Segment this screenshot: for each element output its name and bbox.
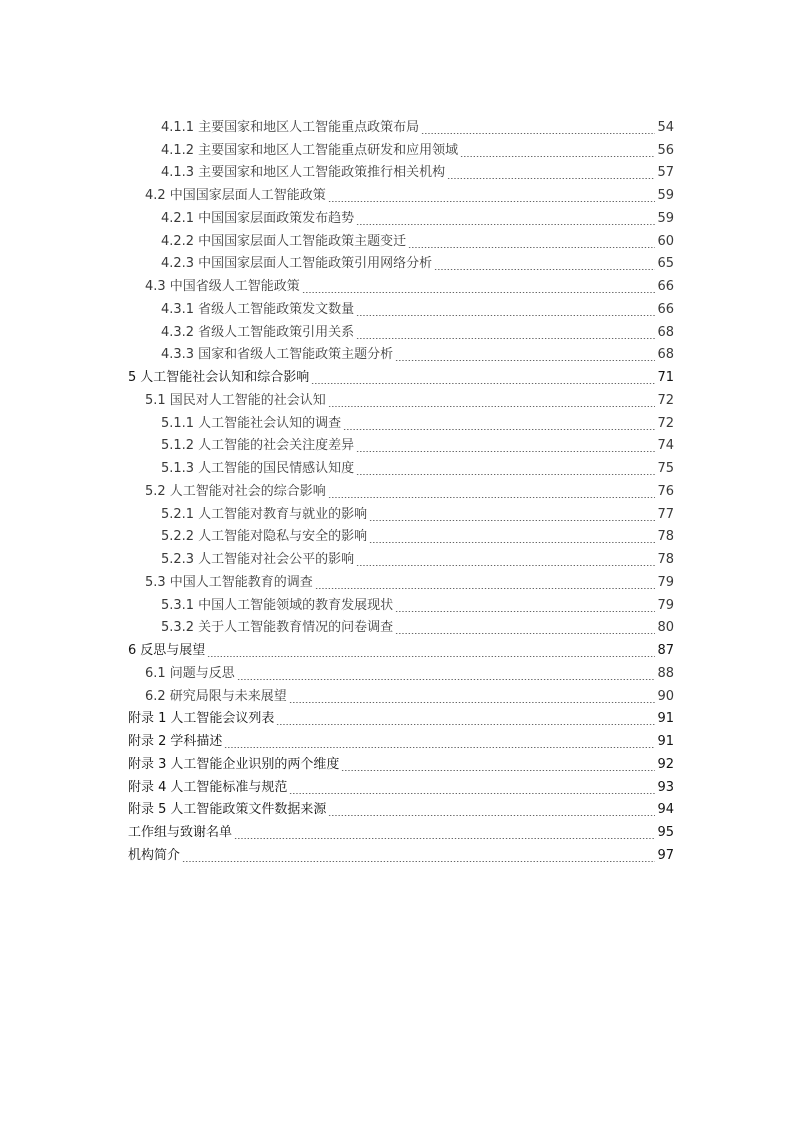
dot-leader	[356, 451, 655, 452]
dot-leader	[328, 406, 656, 407]
toc-entry-number: 附录 4	[128, 779, 167, 795]
toc-entry-title: 人工智能对隐私与安全的影响	[198, 529, 368, 545]
toc-entry-title: 中国国家层面人工智能政策主题变迁	[198, 233, 407, 249]
toc-entry[interactable]	[0, 548, 800, 571]
toc-entry-title: 人工智能标准与规范	[170, 779, 288, 795]
toc-entry[interactable]	[0, 139, 800, 162]
toc-entry-number: 5.2.1	[161, 506, 195, 522]
toc-entry-title: 人工智能会议列表	[170, 711, 275, 727]
toc-entry-page-number: 76	[657, 483, 674, 499]
toc-entry-number: 4.3	[145, 279, 166, 295]
toc-entry[interactable]	[0, 753, 800, 776]
toc-entry-title: 人工智能的社会关注度差异	[198, 438, 355, 454]
toc-entry-number: 4.3.2	[161, 324, 195, 340]
toc-entry-title: 人工智能的国民情感认知度	[198, 461, 355, 477]
toc-entry-number: 4.1.3	[161, 165, 195, 181]
toc-entry[interactable]	[0, 116, 800, 139]
toc-entry[interactable]	[0, 821, 800, 844]
toc-entry-page-number: 72	[657, 415, 674, 431]
toc-entry-page-number: 66	[657, 301, 674, 317]
toc-entry-page-number: 77	[657, 506, 674, 522]
dot-leader	[356, 474, 655, 475]
dot-leader	[460, 156, 655, 157]
toc-entry[interactable]	[0, 162, 800, 185]
toc-entry-number: 5.3.2	[161, 620, 195, 636]
dot-leader	[207, 656, 655, 657]
toc-entry[interactable]	[0, 366, 800, 389]
toc-entry-title: 研究局限与未来展望	[169, 688, 287, 704]
toc-entry-page-number: 91	[657, 734, 674, 750]
dot-leader	[234, 838, 655, 839]
toc-entry[interactable]	[0, 799, 800, 822]
toc-entry[interactable]	[0, 207, 800, 230]
toc-entry[interactable]	[0, 685, 800, 708]
toc-entry-number: 5.2.3	[161, 552, 195, 568]
dot-leader	[395, 633, 655, 634]
toc-entry[interactable]	[0, 253, 800, 276]
toc-entry-page-number: 95	[657, 825, 674, 841]
toc-entry-title: 国民对人工智能的社会认知	[169, 392, 326, 408]
dot-leader	[421, 133, 655, 134]
toc-entry-title: 人工智能社会认知和综合影响	[140, 370, 310, 386]
toc-entry-title: 中国人工智能领域的教育发展现状	[198, 597, 394, 613]
toc-entry[interactable]	[0, 526, 800, 549]
toc-entry-number: 附录 5	[128, 802, 167, 818]
toc-entry-page-number: 74	[657, 438, 674, 454]
toc-entry-title: 人工智能对教育与就业的影响	[198, 506, 368, 522]
dot-leader	[224, 747, 655, 748]
toc-entry-number: 5.1	[145, 392, 166, 408]
toc-entry-title: 中国省级人工智能政策	[169, 279, 300, 295]
toc-entry-page-number: 60	[657, 233, 674, 249]
toc-entry-title: 省级人工智能政策发文数量	[198, 301, 355, 317]
toc-entry-number: 4.1.1	[161, 119, 195, 135]
dot-leader	[289, 702, 656, 703]
toc-entry-page-number: 93	[657, 779, 674, 795]
toc-entry-title: 中国国家层面政策发布趋势	[198, 210, 355, 226]
dot-leader	[341, 770, 655, 771]
toc-entry-number: 4.2	[145, 188, 166, 204]
toc-entry-number: 附录 1	[128, 711, 167, 727]
toc-entry-page-number: 97	[657, 847, 674, 863]
dot-leader	[237, 679, 656, 680]
toc-entry-page-number: 68	[657, 324, 674, 340]
toc-entry[interactable]	[0, 435, 800, 458]
toc-entry-number: 5.3.1	[161, 597, 195, 613]
toc-entry-page-number: 56	[657, 142, 674, 158]
table-of-contents	[0, 116, 800, 867]
toc-entry-number: 6	[128, 643, 137, 659]
toc-entry-page-number: 78	[657, 552, 674, 568]
toc-entry-page-number: 78	[657, 529, 674, 545]
toc-entry-page-number: 71	[657, 370, 674, 386]
toc-entry-page-number: 91	[657, 711, 674, 727]
dot-leader	[356, 315, 655, 316]
toc-entry[interactable]	[0, 344, 800, 367]
toc-entry-page-number: 75	[657, 461, 674, 477]
toc-entry-title: 工作组与致谢名单	[128, 825, 233, 841]
toc-entry-page-number: 94	[657, 802, 674, 818]
toc-entry[interactable]	[0, 230, 800, 253]
toc-entry-number: 4.1.2	[161, 142, 195, 158]
toc-entry[interactable]	[0, 275, 800, 298]
toc-entry-number: 4.2.1	[161, 210, 195, 226]
dot-leader	[369, 542, 655, 543]
dot-leader	[408, 247, 655, 248]
dot-leader	[289, 793, 655, 794]
toc-entry-title: 人工智能企业识别的两个维度	[170, 756, 340, 772]
toc-entry-page-number: 88	[657, 665, 674, 681]
dot-leader	[328, 815, 655, 816]
toc-entry-number: 5.1.2	[161, 438, 195, 454]
toc-entry[interactable]	[0, 617, 800, 640]
toc-entry-title: 主要国家和地区人工智能重点政策布局	[198, 119, 420, 135]
toc-entry[interactable]	[0, 776, 800, 799]
toc-entry[interactable]	[0, 594, 800, 617]
toc-entry-number: 附录 3	[128, 756, 167, 772]
toc-entry-title: 学科描述	[170, 734, 223, 750]
toc-entry-title: 省级人工智能政策引用关系	[198, 324, 355, 340]
dot-leader	[356, 565, 655, 566]
toc-entry-title: 反思与展望	[140, 643, 206, 659]
toc-entry-number: 6.1	[145, 665, 166, 681]
dot-leader	[315, 588, 656, 589]
toc-entry-title: 机构简介	[128, 847, 181, 863]
toc-entry[interactable]	[0, 389, 800, 412]
toc-entry-number: 4.2.2	[161, 233, 195, 249]
toc-entry-number: 5.1.1	[161, 415, 195, 431]
toc-entry-page-number: 79	[657, 574, 674, 590]
toc-entry-title: 人工智能对社会的综合影响	[169, 483, 326, 499]
dot-leader	[328, 201, 656, 202]
toc-entry[interactable]	[0, 639, 800, 662]
dot-leader	[395, 611, 655, 612]
dot-leader	[182, 861, 655, 862]
dot-leader	[328, 497, 656, 498]
dot-leader	[356, 224, 655, 225]
toc-entry[interactable]	[0, 412, 800, 435]
toc-entry[interactable]	[0, 298, 800, 321]
toc-entry-page-number: 79	[657, 597, 674, 613]
toc-entry-title: 主要国家和地区人工智能重点研发和应用领域	[198, 142, 459, 158]
toc-entry-title: 人工智能社会认知的调查	[198, 415, 342, 431]
toc-entry-number: 5	[128, 370, 137, 386]
toc-entry[interactable]	[0, 321, 800, 344]
dot-leader	[434, 269, 655, 270]
toc-entry-number: 4.2.3	[161, 256, 195, 272]
dot-leader	[311, 383, 655, 384]
toc-entry-number: 5.1.3	[161, 461, 195, 477]
toc-entry-page-number: 54	[657, 119, 674, 135]
toc-entry-page-number: 59	[657, 188, 674, 204]
toc-entry-title: 人工智能对社会公平的影响	[198, 552, 355, 568]
toc-entry-number: 附录 2	[128, 734, 167, 750]
toc-entry-title: 关于人工智能教育情况的问卷调查	[198, 620, 394, 636]
toc-entry[interactable]	[0, 503, 800, 526]
toc-entry-number: 4.3.3	[161, 347, 195, 363]
toc-entry[interactable]	[0, 184, 800, 207]
toc-entry[interactable]	[0, 708, 800, 731]
toc-entry-title: 中国国家层面人工智能政策	[169, 188, 326, 204]
toc-entry-title: 国家和省级人工智能政策主题分析	[198, 347, 394, 363]
dot-leader	[369, 520, 655, 521]
toc-entry-number: 6.2	[145, 688, 166, 704]
toc-entry-page-number: 90	[657, 688, 674, 704]
toc-entry[interactable]	[0, 844, 800, 867]
toc-entry-page-number: 57	[657, 165, 674, 181]
toc-entry-page-number: 59	[657, 210, 674, 226]
toc-entry-page-number: 66	[657, 279, 674, 295]
dot-leader	[302, 292, 656, 293]
toc-entry-number: 5.2	[145, 483, 166, 499]
dot-leader	[356, 338, 655, 339]
toc-entry[interactable]	[0, 571, 800, 594]
dot-leader	[276, 724, 655, 725]
toc-entry-page-number: 92	[657, 756, 674, 772]
toc-entry-page-number: 68	[657, 347, 674, 363]
toc-entry[interactable]	[0, 730, 800, 753]
toc-entry-page-number: 72	[657, 392, 674, 408]
toc-entry-page-number: 65	[657, 256, 674, 272]
toc-entry-title: 中国人工智能教育的调查	[169, 574, 313, 590]
toc-entry-number: 4.3.1	[161, 301, 195, 317]
toc-entry-title: 中国国家层面人工智能政策引用网络分析	[198, 256, 433, 272]
toc-entry-page-number: 80	[657, 620, 674, 636]
toc-entry-title: 问题与反思	[169, 665, 235, 681]
toc-entry-title: 主要国家和地区人工智能政策推行相关机构	[198, 165, 446, 181]
toc-entry[interactable]	[0, 480, 800, 503]
toc-entry-title: 人工智能政策文件数据来源	[170, 802, 327, 818]
toc-entry[interactable]	[0, 662, 800, 685]
toc-entry[interactable]	[0, 457, 800, 480]
toc-entry-number: 5.2.2	[161, 529, 195, 545]
dot-leader	[343, 429, 655, 430]
dot-leader	[395, 360, 655, 361]
dot-leader	[447, 178, 655, 179]
toc-entry-number: 5.3	[145, 574, 166, 590]
toc-entry-page-number: 87	[657, 643, 674, 659]
